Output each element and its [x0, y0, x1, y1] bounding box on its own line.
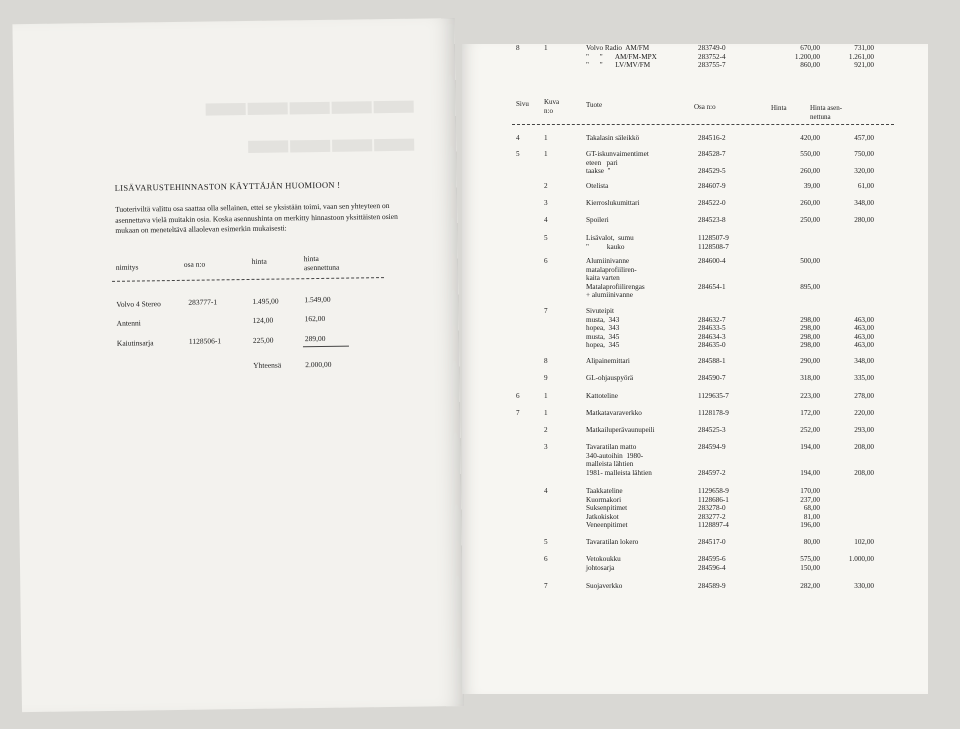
price-cell-sivu: 7: [516, 409, 520, 417]
price-cell-tuote: Takalasin säleikkö: [586, 134, 640, 142]
price-cell-hinta: 172,00: [800, 409, 820, 417]
example-cell-osa: 283777-1: [188, 297, 218, 308]
price-cell-kuva: 9: [544, 374, 548, 382]
price-cell-kuva: 4: [544, 487, 548, 495]
price-cell-hinta: 252,00: [800, 426, 820, 434]
col-nimitys: nimitys: [115, 262, 139, 272]
price-cell-osa: 284632-7 284633-5 284634-3 284635-0: [698, 315, 726, 349]
price-cell-kuva: 6: [544, 555, 548, 563]
price-cell-hinta: 80,00: [803, 538, 820, 546]
price-cell-tuote: Kierroslukumittari: [586, 199, 640, 207]
price-cell-osa: 1128178-9: [698, 409, 729, 417]
price-cell-hinta2: 330,00: [854, 582, 874, 590]
col-hinta-asennettuna: hinta asennettuna: [303, 253, 340, 273]
price-cell-hinta: 194,00 194,00: [800, 443, 820, 477]
total-value: 2.000,00: [305, 359, 332, 370]
show-through-text: ▬▬▬▬▬ ▬▬▬▬: [203, 76, 415, 162]
price-cell-kuva: 8: [544, 357, 548, 365]
sum-line: [303, 346, 349, 348]
price-cell-hinta2: 208,00 208,00: [854, 443, 874, 477]
col-hinta: hinta: [251, 256, 267, 266]
price-cell-kuva: 6: [544, 257, 548, 265]
price-cell-osa: 284517-0: [698, 538, 726, 546]
price-cell-osa: 284590-7: [698, 374, 726, 382]
price-cell-hinta2: 1.000,00: [848, 555, 874, 563]
price-cell-kuva: 2: [544, 182, 548, 190]
price-cell-tuote: Matkailuperävaunupeili: [586, 426, 655, 434]
price-cell-hinta: 670,00 1.200,00 860,00: [794, 44, 820, 69]
price-cell-hinta2: 278,00: [854, 392, 874, 400]
price-cell-tuote: Vetokoukku johtosarja: [586, 555, 621, 572]
price-cell-hinta: 282,00: [800, 582, 820, 590]
header-divider: [112, 277, 384, 282]
price-cell-sivu: 4: [516, 134, 520, 142]
price-cell-kuva: 1: [544, 134, 548, 142]
example-cell-asennettuna: 1.549,00: [304, 294, 331, 305]
price-cell-tuote: Otelista: [586, 182, 609, 190]
example-cell-asennettuna: 162,00: [304, 314, 326, 324]
example-cell-nimitys: Volvo 4 Stereo: [116, 299, 161, 309]
price-cell-osa: 284528-7 284529-5: [698, 150, 726, 175]
price-cell-kuva: 7: [544, 582, 548, 590]
price-cell-tuote: GT-iskunvaimentimet eteen pari taakse ": [586, 150, 649, 175]
price-cell-tuote: Alumiinivanne matalaprofiiliren- kaita varten Matalaprofiilirengas + alumiinivanne: [586, 257, 645, 299]
price-cell-osa: 284595-6 284596-4: [698, 555, 726, 572]
example-cell-nimitys: Antenni: [116, 318, 141, 328]
price-cell-tuote: Volvo Radio AM/FM " " AM/FM-MPX " " LV/MV/FM: [586, 44, 657, 69]
price-cell-osa: 284522-0: [698, 199, 726, 207]
price-cell-hinta2: 102,00: [854, 538, 874, 546]
price-cell-hinta2: 750,00 320,00: [854, 150, 874, 175]
col-sivu: Sivu: [516, 100, 529, 108]
price-cell-tuote: Spoileri: [586, 216, 609, 224]
price-cell-osa: 284589-9: [698, 582, 726, 590]
total-label: Yhteensä: [253, 360, 282, 370]
price-cell-tuote: Tavaratilan lokero: [586, 538, 639, 546]
example-cell-hinta: 225,00: [252, 335, 274, 345]
price-cell-osa: 284600-4 284654-1: [698, 257, 726, 291]
price-cell-kuva: 3: [544, 199, 548, 207]
price-cell-hinta2: 293,00: [854, 426, 874, 434]
price-cell-kuva: 1: [544, 392, 548, 400]
price-cell-hinta: 290,00: [800, 357, 820, 365]
right-page: [462, 44, 928, 694]
header-divider: [512, 124, 894, 125]
price-cell-tuote: GL-ohjauspyörä: [586, 374, 634, 382]
price-cell-hinta: 250,00: [800, 216, 820, 224]
price-cell-osa: 284523-8: [698, 216, 726, 224]
price-cell-kuva: 1: [544, 150, 548, 158]
price-cell-osa: 1128507-9 1128508-7: [698, 234, 729, 251]
price-cell-hinta: 420,00: [800, 134, 820, 142]
price-cell-tuote: Matkatavaraverkko: [586, 409, 642, 417]
col-kuva: Kuva n:o: [544, 98, 560, 115]
col-hinta: Hinta: [771, 104, 787, 112]
example-cell-asennettuna: 289,00: [304, 334, 326, 344]
price-cell-hinta: 223,00: [800, 392, 820, 400]
price-cell-kuva: 3: [544, 443, 548, 451]
price-cell-tuote: Sivuteipit musta, 343 hopea, 343 musta, 345 hopea, 345: [586, 307, 620, 349]
price-cell-hinta2: 463,00 463,00 463,00 463,00: [854, 315, 874, 349]
price-cell-sivu: 8: [516, 44, 520, 52]
price-cell-hinta2: 348,00: [854, 357, 874, 365]
col-hinta-asennettuna: Hinta asen- nettuna: [810, 104, 843, 121]
price-cell-kuva: 7: [544, 307, 548, 315]
price-cell-tuote: Kattoteline: [586, 392, 618, 400]
price-cell-hinta: 260,00: [800, 199, 820, 207]
price-cell-tuote: Tavaratilan matto 340-autoihin 1980- malleista lähtien 1981- malleista lähtien: [586, 443, 652, 477]
price-cell-tuote: Alipainemittari: [586, 357, 630, 365]
price-cell-kuva: 5: [544, 234, 548, 242]
price-cell-kuva: 1: [544, 44, 548, 52]
price-cell-hinta: 298,00 298,00 298,00 298,00: [800, 315, 820, 349]
example-cell-hinta: 124,00: [252, 315, 274, 325]
price-cell-sivu: 6: [516, 392, 520, 400]
price-cell-hinta2: 457,00: [854, 134, 874, 142]
example-cell-nimitys: Kaiutinsarja: [116, 338, 154, 348]
price-cell-kuva: 1: [544, 409, 548, 417]
price-cell-kuva: 4: [544, 216, 548, 224]
notice-text: Tuoteriviltä valittu osa saattaa olla sellainen, ettei se yksistään toimi, vaan sen yhteyteen on asennettava vielä muitakin osia. Koska asennushinta on merkitty hinnastoon yksittäisten osien mukaan on meneteltävä allaolevan esimerkin mukaisesti:: [114, 200, 398, 235]
example-cell-hinta: 1.495,00: [252, 296, 279, 306]
price-cell-hinta: 550,00 260,00: [800, 150, 820, 175]
price-cell-hinta: 500,00 895,00: [800, 257, 820, 291]
price-cell-osa: 1129635-7: [698, 392, 729, 400]
notice-title: LISÄVARUSTEHINNASTON KÄYTTÄJÄN HUOMIOON !: [114, 179, 341, 193]
price-cell-tuote: Taakkateline Kuormakori Suksenpitimet Jatkokiskot Veneenpitimet: [586, 487, 628, 529]
col-tuote: Tuote: [586, 101, 603, 109]
price-cell-hinta2: 335,00: [854, 374, 874, 382]
price-cell-sivu: 5: [516, 150, 520, 158]
price-cell-hinta: 318,00: [800, 374, 820, 382]
price-cell-hinta2: 280,00: [854, 216, 874, 224]
price-cell-tuote: Suojaverkko: [586, 582, 623, 590]
price-cell-hinta: 170,00 237,00 68,00 81,00 196,00: [800, 487, 820, 529]
price-cell-osa: 284588-1: [698, 357, 726, 365]
price-cell-hinta2: 61,00: [857, 182, 874, 190]
left-page: [12, 18, 464, 712]
price-cell-hinta2: 348,00: [854, 199, 874, 207]
col-osa: Osa n:o: [694, 103, 716, 111]
price-cell-hinta2: 220,00: [854, 409, 874, 417]
price-cell-hinta: 39,00: [803, 182, 820, 190]
price-cell-hinta: 575,00 150,00: [800, 555, 820, 572]
price-cell-kuva: 2: [544, 426, 548, 434]
price-cell-hinta2: 731,00 1.261,00 921,00: [848, 44, 874, 69]
price-cell-osa: 1129658-9 1128686-1 283278-0 283277-2 1128897-4: [698, 487, 729, 529]
price-cell-osa: 284516-2: [698, 134, 726, 142]
price-cell-osa: 283749-0 283752-4 283755-7: [698, 44, 726, 69]
price-cell-osa: 284594-9 284597-2: [698, 443, 726, 477]
price-cell-kuva: 5: [544, 538, 548, 546]
example-cell-osa: 1128506-1: [188, 336, 222, 347]
price-cell-osa: 284607-9: [698, 182, 726, 190]
price-cell-osa: 284525-3: [698, 426, 726, 434]
price-cell-tuote: Lisävalot, sumu " kauko: [586, 234, 634, 251]
col-osa: osa n:o: [183, 259, 206, 269]
